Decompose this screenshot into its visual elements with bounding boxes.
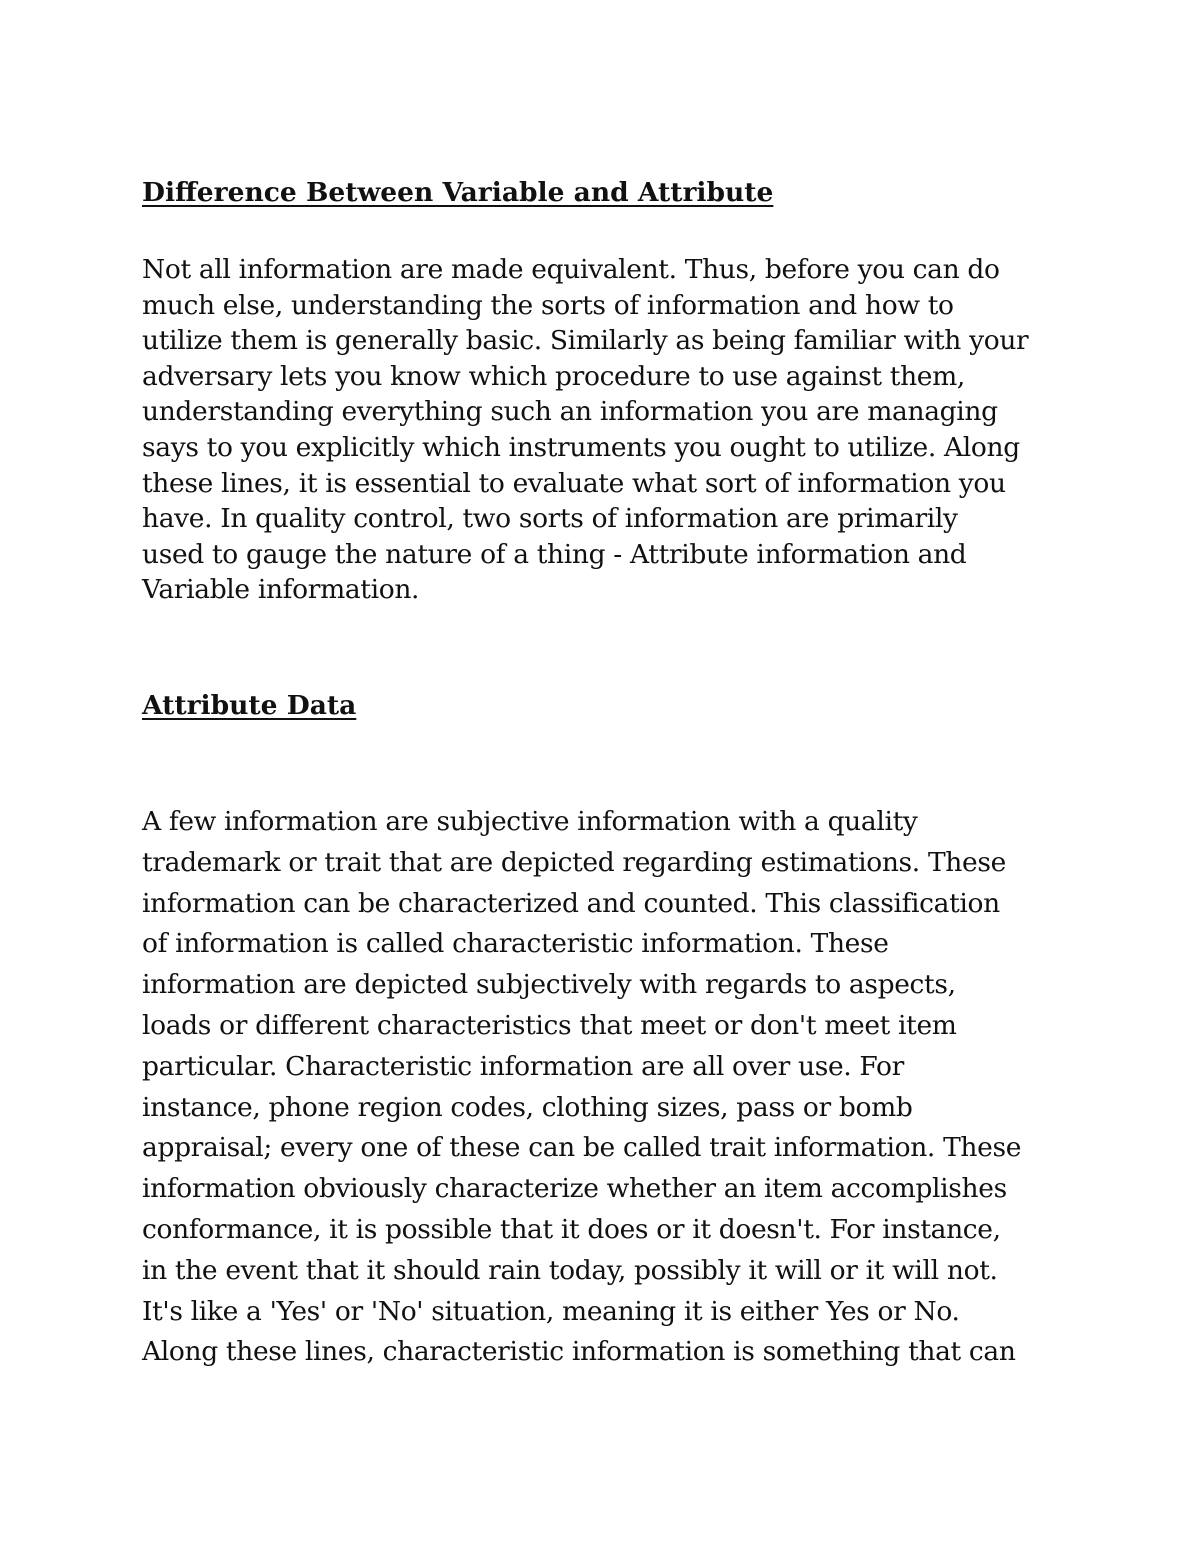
- section-line: Along these lines, characteristic information is something that can: [142, 1336, 1016, 1368]
- intro-line: understanding everything such an information you are managing: [142, 396, 998, 428]
- intro-line: adversary lets you know which procedure to use against them,: [142, 360, 965, 392]
- intro-line: Variable information.: [142, 574, 420, 606]
- document-title: Difference Between Variable and Attribute: [142, 177, 774, 208]
- section-line: instance, phone region codes, clothing sizes, pass or bomb: [142, 1091, 913, 1123]
- intro-line: these lines, it is essential to evaluate what sort of information you: [142, 467, 1006, 499]
- section-line: appraisal; every one of these can be called trait information. These: [142, 1132, 1022, 1164]
- section-line: A few information are subjective information with a quality: [142, 806, 918, 837]
- intro-line: used to gauge the nature of a thing - Attribute information and: [142, 538, 967, 570]
- intro-line: Not all information are made equivalent. Thus, before you can do: [142, 254, 1000, 285]
- section-line: particular. Characteristic information are all over use. For: [142, 1050, 904, 1082]
- intro-paragraph: [142, 252, 1072, 608]
- section-line: of information is called characteristic information. These: [142, 928, 889, 960]
- section-line: loads or different characteristics that meet or don't meet item: [142, 1009, 957, 1041]
- section-line: information can be characterized and counted. This classification: [142, 887, 1000, 919]
- intro-line: utilize them is generally basic. Similarly as being familiar with your: [142, 325, 1029, 357]
- intro-line: says to you explicitly which instruments you ought to utilize. Along: [142, 431, 1020, 463]
- section-line: information are depicted subjectively with regards to aspects,: [142, 969, 956, 1001]
- section-line: trademark or trait that are depicted regarding estimations. These: [142, 846, 1006, 878]
- section-line: It's like a 'Yes' or 'No' situation, meaning it is either Yes or No.: [142, 1295, 960, 1327]
- section-line: conformance, it is possible that it does or it doesn't. For instance,: [142, 1213, 1001, 1245]
- intro-line: have. In quality control, two sorts of information are primarily: [142, 503, 958, 535]
- intro-line: much else, understanding the sorts of information and how to: [142, 289, 954, 321]
- section-heading-attribute-data: Attribute Data: [142, 690, 357, 721]
- section-line: information obviously characterize whether an item accomplishes: [142, 1173, 1007, 1205]
- attribute-data-paragraph: [142, 802, 1072, 1373]
- section-line: in the event that it should rain today, possibly it will or it will not.: [142, 1254, 998, 1286]
